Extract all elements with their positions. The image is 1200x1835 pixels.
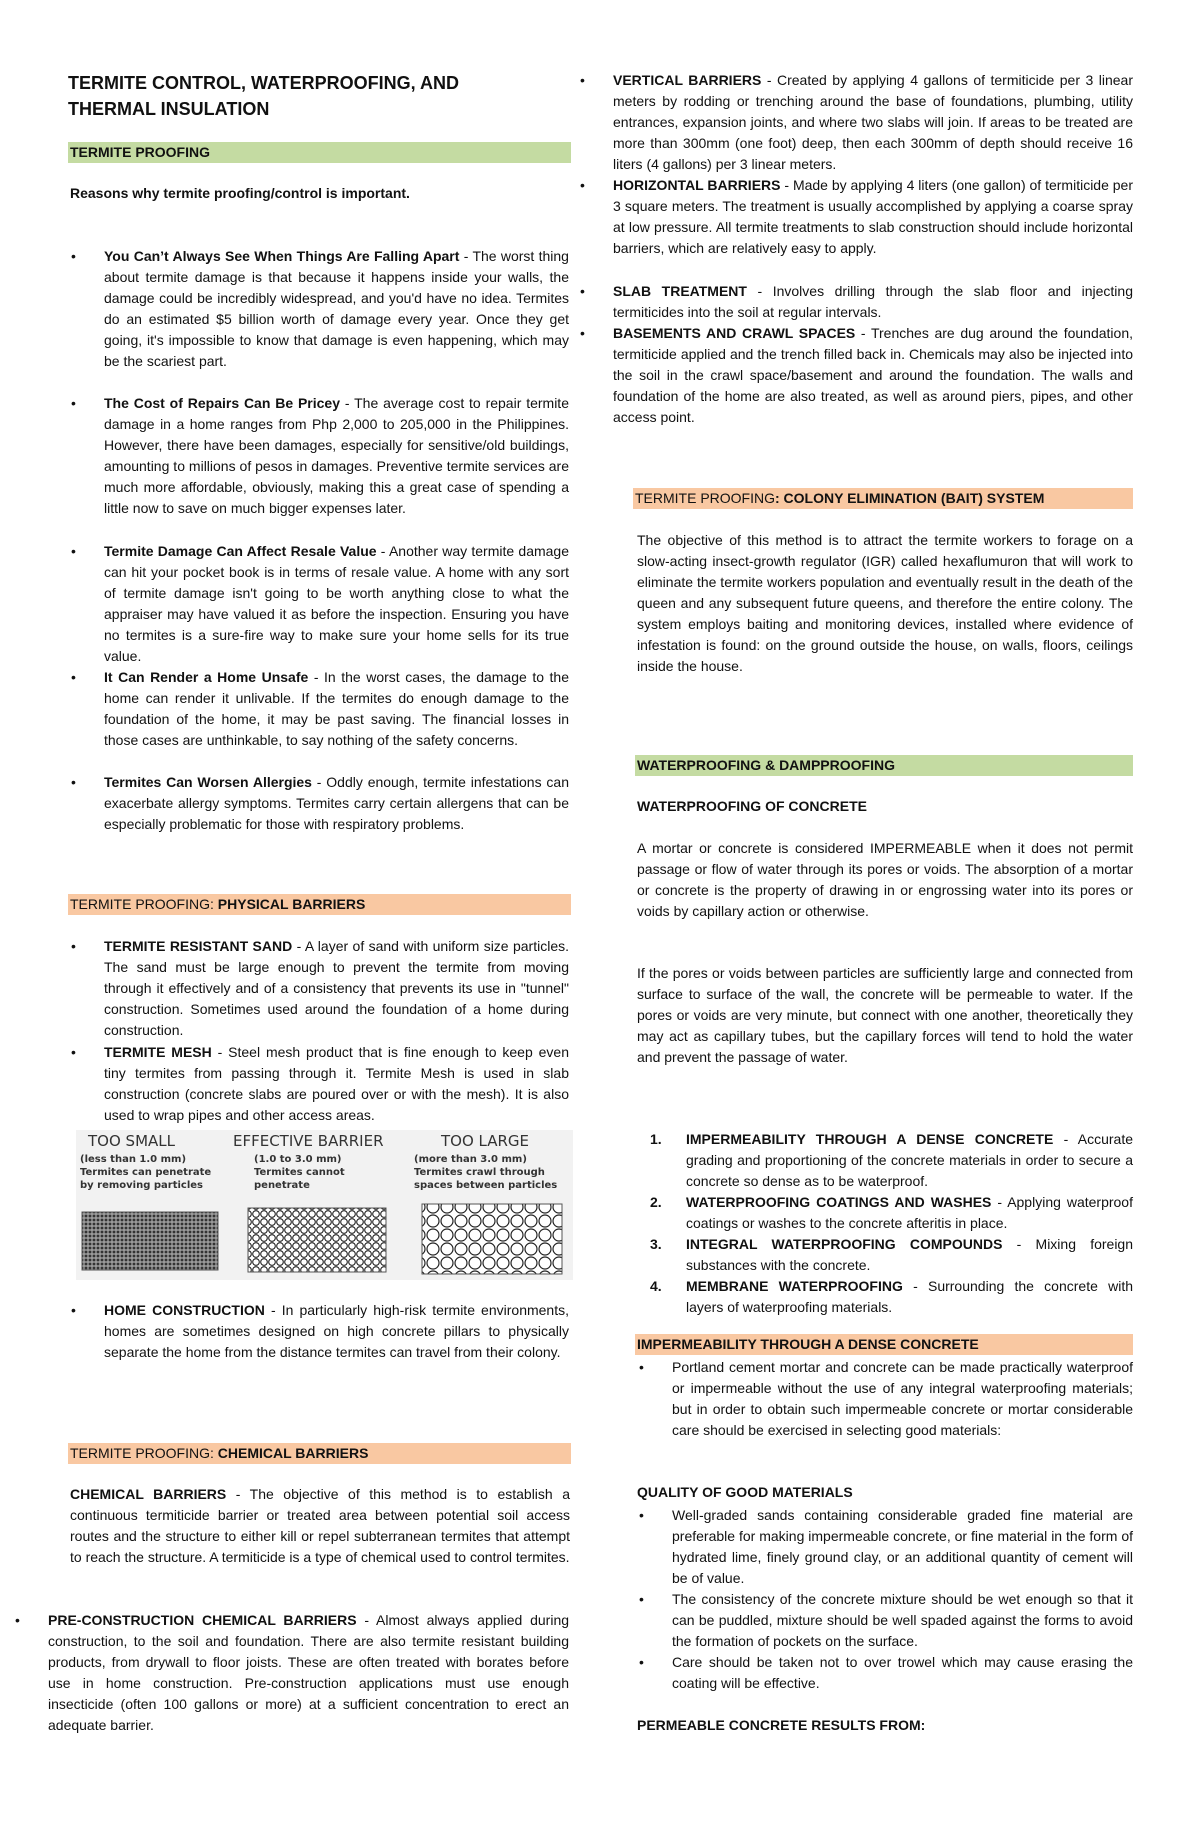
termite-mesh-figure xyxy=(76,1130,573,1280)
permeable-heading: PERMEABLE CONCRETE RESULTS FROM: xyxy=(637,1717,926,1733)
reason-item: • The Cost of Repairs Can Be Pricey - The average cost to repair termite damage in a home ranges from Php 2,000 to 205,000 in the Philippines. However, there have been damages, especially for sensitive/old buildings, amounting to millions of pesos in damages. Preventive termite services are much more affordable, obviously, making this a great case of spending a little now to save on much bigger expenses later. xyxy=(104,393,569,519)
barrier-item: • HORIZONTAL BARRIERS - Made by applying 4 liters (one gallon) of termiticide per 3 square meters. The treatment is usually accomplished by applying a coarse spray at low pressure. All termite treatments to slab construction should include horizontal barriers, which are relatively easy to apply. xyxy=(613,175,1133,259)
mesh-sample-large xyxy=(422,1204,562,1274)
mesh-sample-small xyxy=(82,1212,218,1270)
reason-item: • Termites Can Worsen Allergies - Oddly enough, termite infestations can exacerbate allergy symptoms. Termites carry certain allergens that can be especially problematic for those with respiratory problems. xyxy=(104,772,569,835)
reason-item: • You Can’t Always See When Things Are Falling Apart - The worst thing about termite damage is that because it happens inside your walls, the damage could be incredibly widespread, and you'd have no idea. Termites do an estimated $5 billion worth of damage every year. Once they get going, it's impossible to know that damage is even happening, which may be the scariest part. xyxy=(104,246,569,372)
quality-heading: QUALITY OF GOOD MATERIALS xyxy=(637,1484,853,1500)
reasons-heading: Reasons why termite proofing/control is important. xyxy=(70,185,410,201)
physical-item: • TERMITE MESH - Steel mesh product that is fine enough to keep even tiny termites from passing through it. Termite Mesh is used in slab construction (concrete slabs are poured over or with the mesh). It is also used to wrap pipes and other access areas. xyxy=(104,1042,569,1126)
reason-item: • Termite Damage Can Affect Resale Value - Another way termite damage can hit your pocket book is in terms of resale value. A home with any sort of termite damage isn't going to be worth anything close to what the appraiser may have valued it as before the inspection. Ensuring you have no termites is a sure-fire way to make sure your home sells for its true value. xyxy=(104,541,569,667)
wp-method-item: 4. MEMBRANE WATERPROOFING - Surrounding the concrete with layers of waterproofing materials. xyxy=(650,1278,1133,1315)
mesh-label-0-line2: Termites can penetrate xyxy=(80,1167,212,1178)
colony-elimination-header: TERMITE PROOFING: COLONY ELIMINATION (BAIT) SYSTEM xyxy=(633,488,1133,509)
home-construction-item: • HOME CONSTRUCTION - In particularly high-risk termite environments, homes are sometimes designed on high concrete pillars to physically separate the home from the distance termites can travel from their colony. xyxy=(104,1300,569,1363)
quality-item: • Care should be taken not to over trowel which may cause erasing the coating will be effective. xyxy=(672,1652,1133,1694)
wp-concrete-heading: WATERPROOFING OF CONCRETE xyxy=(637,798,867,814)
physical-item: • TERMITE RESISTANT SAND - A layer of sand with uniform size particles. The sand must be large enough to prevent the termite from moving through it effectively and of a consistency that prevents its use in "tunnel" construction. Sometimes used around the foundation of a home during construction. xyxy=(104,936,569,1041)
wp-method-item: 3. INTEGRAL WATERPROOFING COMPOUNDS - Mixing foreign substances with the concrete. xyxy=(650,1236,1133,1273)
quality-item: • Well-graded sands containing considerable graded fine material are preferable for making impermeable concrete, or fine material in the form of hydrated lime, finely ground clay, or an additional quantity of cement will be of value. xyxy=(672,1505,1133,1589)
reason-item: • It Can Render a Home Unsafe - In the worst cases, the damage to the home can render it unlivable. If the termites do enough damage to the foundation of the home, it may be past saving. The financial losses in those cases are unthinkable, to say nothing of the safety concerns. xyxy=(104,667,569,751)
wp-method-item: 1. IMPERMEABILITY THROUGH A DENSE CONCRETE - Accurate grading and proportioning of the concrete materials in order to secure a concrete so dense as to be waterproof. xyxy=(650,1131,1133,1189)
mesh-illustration xyxy=(76,1130,573,1280)
mesh-label-2-line3: spaces between particles xyxy=(414,1180,558,1191)
mesh-label-2-line2: Termites crawl through xyxy=(414,1167,545,1178)
wp-paragraph-2: If the pores or voids between particles are sufficiently large and connected from surface to surface of the wall, the concrete will be permeable to water. If the pores or voids are very minute, but connect with one another, theoretically they may act as capillary tubes, but the capillary forces will tend to hold the water and prevent the passage of water. xyxy=(637,965,1133,1065)
colony-elimination-text: The objective of this method is to attract the termite workers to forage on a slow-acting insect-growth regulator (IGR) called hexaflumuron that will work to eliminate the termite workers population and eventually result in the death of the queen and any subsequent future queens, and therefore the entire colony. The system employs baiting and monitoring devices, installed where evidence of infestation is found: on the ground outside the house, on walls, floors, ceilings inside the house. xyxy=(637,532,1133,674)
barrier-item: • SLAB TREATMENT - Involves drilling through the slab floor and injecting termiticides into the soil at regular intervals. xyxy=(613,281,1133,323)
chemical-barriers-intro: CHEMICAL BARRIERS - The objective of this method is to establish a continuous termiticide barrier or treated area between potential soil access routes and the structure to either kill or repel subterranean termites that attempt to reach the structure. A termiticide is a type of chemical used to control termites. xyxy=(70,1486,570,1565)
barrier-item: • BASEMENTS AND CRAWL SPACES - Trenches are dug around the foundation, termiticide applied and the trench filled back in. Chemicals may also be injected into the soil in the crawl space/basement and around the foundation. The walls and foundation of the home are also treated, as well as around piers, pipes, and other access point. xyxy=(613,323,1133,428)
mesh-label-2-line1: (more than 3.0 mm) xyxy=(414,1154,527,1165)
wp-method-item: 2. WATERPROOFING COATINGS AND WASHES - Applying waterproof coatings or washes to the concrete afteritis in place. xyxy=(650,1194,1133,1231)
quality-item: • The consistency of the concrete mixture should be wet enough so that it can be puddled, mixture should be well spaded against the forms to avoid the formation of pockets on the surface. xyxy=(672,1589,1133,1652)
physical-barriers-header: TERMITE PROOFING: PHYSICAL BARRIERS xyxy=(68,894,571,915)
chemical-barriers-header: TERMITE PROOFING: CHEMICAL BARRIERS xyxy=(68,1443,571,1464)
mesh-label-1-title: EFFECTIVE BARRIER xyxy=(233,1132,384,1150)
waterproofing-header: WATERPROOFING & DAMPPROOFING xyxy=(635,755,1133,776)
mesh-sample-effective xyxy=(248,1208,386,1272)
mesh-label-2-title: TOO LARGE xyxy=(441,1132,530,1150)
mesh-label-0-line1: (less than 1.0 mm) xyxy=(80,1154,187,1165)
termite-proofing-header: TERMITE PROOFING xyxy=(68,142,571,163)
barrier-item: • VERTICAL BARRIERS - Created by applying 4 gallons of termiticide per 3 linear meters by rodding or trenching around the base of foundations, plumbing, utility entrances, expansion joints, and where two slabs will join. If areas to be treated are more than 300mm (one foot) deep, then each 300mm of depth should receive 16 liters (4 gallons) per 3 linear meters. xyxy=(613,70,1133,175)
preconstruction-item: • PRE-CONSTRUCTION CHEMICAL BARRIERS - Almost always applied during construction, to the soil and foundation. There are also termite resistant building products, from drywall to floor joists. These are often treated with borates before use in home construction. Pre-construction applications must use enough insecticide (often 100 gallons or more) at a sufficient concentration to erect an adequate barrier. xyxy=(48,1610,569,1736)
mesh-label-0-line3: by removing particles xyxy=(80,1180,204,1191)
mesh-label-1-line2: Termites cannot xyxy=(254,1167,345,1178)
dense-concrete-item: • Portland cement mortar and concrete can be made practically waterproof or impermeable without the use of any integral waterproofing materials; but in order to obtain such impermeable concrete or mortar considerable care should be exercised in selecting good materials: xyxy=(672,1357,1133,1441)
mesh-label-1-line3: penetrate xyxy=(254,1180,310,1191)
mesh-label-1-line1: (1.0 to 3.0 mm) xyxy=(254,1154,342,1165)
wp-paragraph-1: A mortar or concrete is considered IMPERMEABLE when it does not permit passage or flow of water through its pores or voids. The absorption of a mortar or concrete is the property of drawing in or engrossing water into its pores or voids by capillary action or otherwise. xyxy=(637,840,1133,919)
mesh-label-0-title: TOO SMALL xyxy=(88,1132,175,1150)
dense-concrete-header: IMPERMEABILITY THROUGH A DENSE CONCRETE xyxy=(635,1334,1133,1355)
page-title: TERMITE CONTROL, WATERPROOFING, AND THERMAL INSULATION xyxy=(68,73,459,119)
